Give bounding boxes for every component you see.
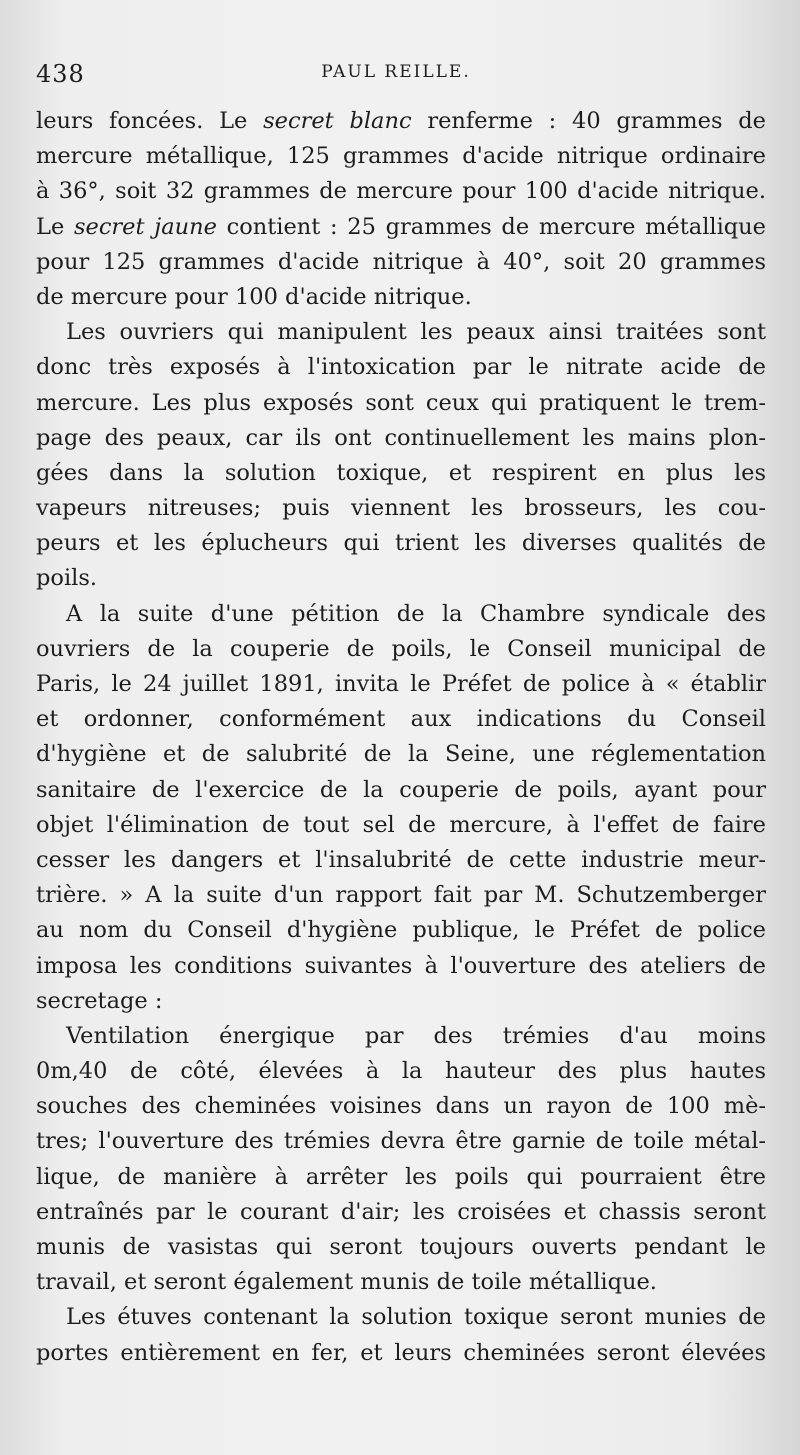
italic-term: secret blanc [263,108,412,134]
text-line: au nom du Conseil d'hygiène publique, le Préfet de police [36,917,766,944]
text-line: trière. » A la suite d'un rapport fait par M. Schutzemberger [36,882,766,909]
text-line: gées dans la solution toxique, et respirent en plus les [36,459,766,486]
text-line: poils. [36,565,98,592]
text-line: Le secret jaune contient : 25 grammes de mercure métallique [36,213,766,240]
text-line: portes entièrement en fer, et leurs cheminées seront élevées [36,1339,766,1366]
text-line: mercure métallique, 125 grammes d'acide nitrique ordinaire [36,143,766,170]
text-line: sanitaire de l'exercice de la couperie de poils, ayant pour [36,776,766,803]
text-line: 0m,40 de côté, élevées à la hauteur des plus hautes [36,1058,766,1085]
text-line: tres; l'ouverture des trémies devra être garnie de toile métal- [36,1128,766,1155]
text-line: vapeurs nitreuses; puis viennent les brosseurs, les cou- [36,495,766,522]
text-line: de mercure pour 100 d'acide nitrique. [36,283,472,310]
text-line: cesser les dangers et l'insalubrité de cette industrie meur- [36,846,766,873]
text-line: leurs foncées. Le secret blanc renferme : 40 grammes de [36,108,766,134]
page-header [36,60,756,90]
text-line: travail, et seront également munis de toile métallique. [36,1269,657,1296]
text-line: objet l'élimination de tout sel de mercure, à l'effet de faire [36,811,766,838]
text-line: mercure. Les plus exposés sont ceux qui pratiquent le trem- [36,389,766,416]
text-line: entraînés par le courant d'air; les croisées et chassis seront [36,1198,766,1225]
page-number: 438 [36,60,85,88]
text-line: et ordonner, conformément aux indications du Conseil [36,706,766,733]
text-line: munis de vasistas qui seront toujours ouverts pendant le [36,1234,766,1260]
text-line: donc très exposés à l'intoxication par le nitrate acide de [36,354,766,381]
text-line: Paris, le 24 juillet 1891, invita le Préfet de police à « établir [36,671,766,697]
paragraph-start: Ventilation énergique par des trémies d'au moins [66,1022,766,1049]
running-head: PAUL REILLE. [321,62,471,82]
text-line: imposa les conditions suivantes à l'ouverture des ateliers de [36,952,766,979]
paragraph-start: A la suite d'une pétition de la Chambre syndicale des [66,600,766,627]
text-line: secretage : [36,987,163,1014]
italic-term: secret jaune [73,213,217,240]
text-line: d'hygiène et de salubrité de la Seine, une réglementation [36,741,766,768]
text-line: à 36°, soit 32 grammes de mercure pour 100 d'acide nitrique. [36,178,766,205]
text-line: pour 125 grammes d'acide nitrique à 40°, soit 20 grammes [36,248,766,275]
paragraph-start: Les ouvriers qui manipulent les peaux ainsi traitées sont [66,319,766,346]
text-line: page des peaux, car ils ont continuellement les mains plon- [36,424,766,451]
body-text [36,104,766,1371]
text-line: peurs et les éplucheurs qui trient les diverses qualités de [36,530,766,557]
text-line: lique, de manière à arrêter les poils qui pourraient être [36,1163,766,1190]
text-line: souches des cheminées voisines dans un rayon de 100 mè- [36,1093,766,1120]
text-line: ouvriers de la couperie de poils, le Conseil municipal de [36,635,766,662]
paragraph-start: Les étuves contenant la solution toxique seront munies de [66,1304,766,1331]
